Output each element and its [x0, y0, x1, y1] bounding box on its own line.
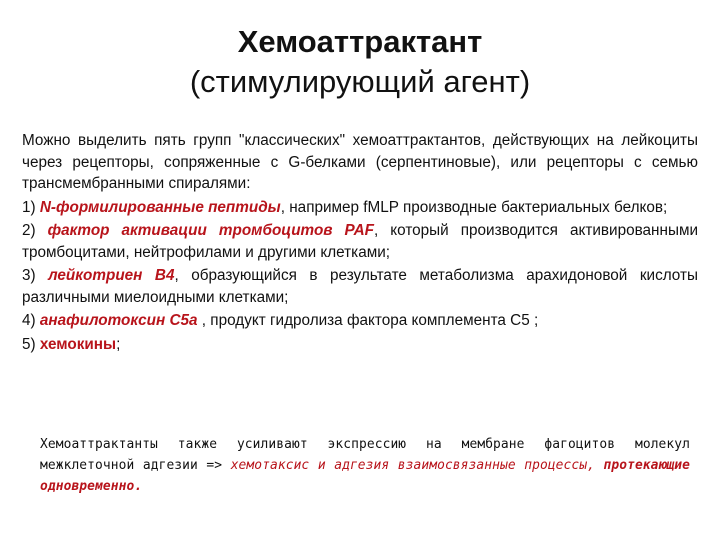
list-item-1	[22, 197, 698, 219]
item-number: 5)	[22, 335, 40, 353]
title-subtitle: (стимулирующий агент)	[189, 64, 531, 99]
slide-body	[22, 130, 698, 357]
note-text: Хемоаттрактанты также усиливают экспрессию на мембране фагоцитов молекул межклеточной адгезии =>	[40, 437, 690, 473]
item-text: , продукт гидролиза фактора комплемента С5 ;	[197, 312, 539, 329]
item-number: 3)	[22, 267, 49, 284]
item-number: 4)	[22, 312, 40, 329]
slide-title	[0, 22, 720, 102]
intro-paragraph: Можно выделить пять групп "классических" хемоаттрактантов, действующих на лейкоциты через рецепторы, сопряженные с G-белками (серпентиновые), или рецепторы с семью трансмембранными спиралями:	[22, 132, 698, 192]
note-emphasis-bold: протекающие одновременно.	[40, 458, 690, 494]
item-number: 1)	[22, 198, 40, 216]
note-paragraph	[40, 434, 690, 497]
item-text: , который производится активированными тромбоцитами, нейтрофилами и другими клетками;	[22, 222, 699, 261]
item-term: анафилотоксин С5а	[39, 312, 198, 329]
item-term: хемокины	[39, 335, 117, 353]
list-item-5	[22, 334, 698, 356]
item-term: фактор активации тромбоцитов PAF	[47, 222, 375, 239]
list-item-3	[22, 265, 698, 308]
list-item-2	[22, 220, 698, 263]
item-term: N-формилированные пептиды	[39, 198, 281, 216]
list-item-4	[22, 310, 698, 332]
title-main: Хемоаттрактант	[237, 24, 483, 59]
item-text: ;	[116, 335, 121, 353]
item-number: 2)	[22, 222, 48, 239]
item-text: , например fMLP производные бактериальных белков;	[280, 198, 668, 216]
item-term: лейкотриен В4	[48, 267, 175, 284]
item-text: , образующийся в результате метаболизма арахидоновой кислоты различными миелоидными клетками;	[22, 267, 698, 306]
note-emphasis: хемотаксис и адгезия взаимосвязанные процессы,	[230, 458, 604, 473]
